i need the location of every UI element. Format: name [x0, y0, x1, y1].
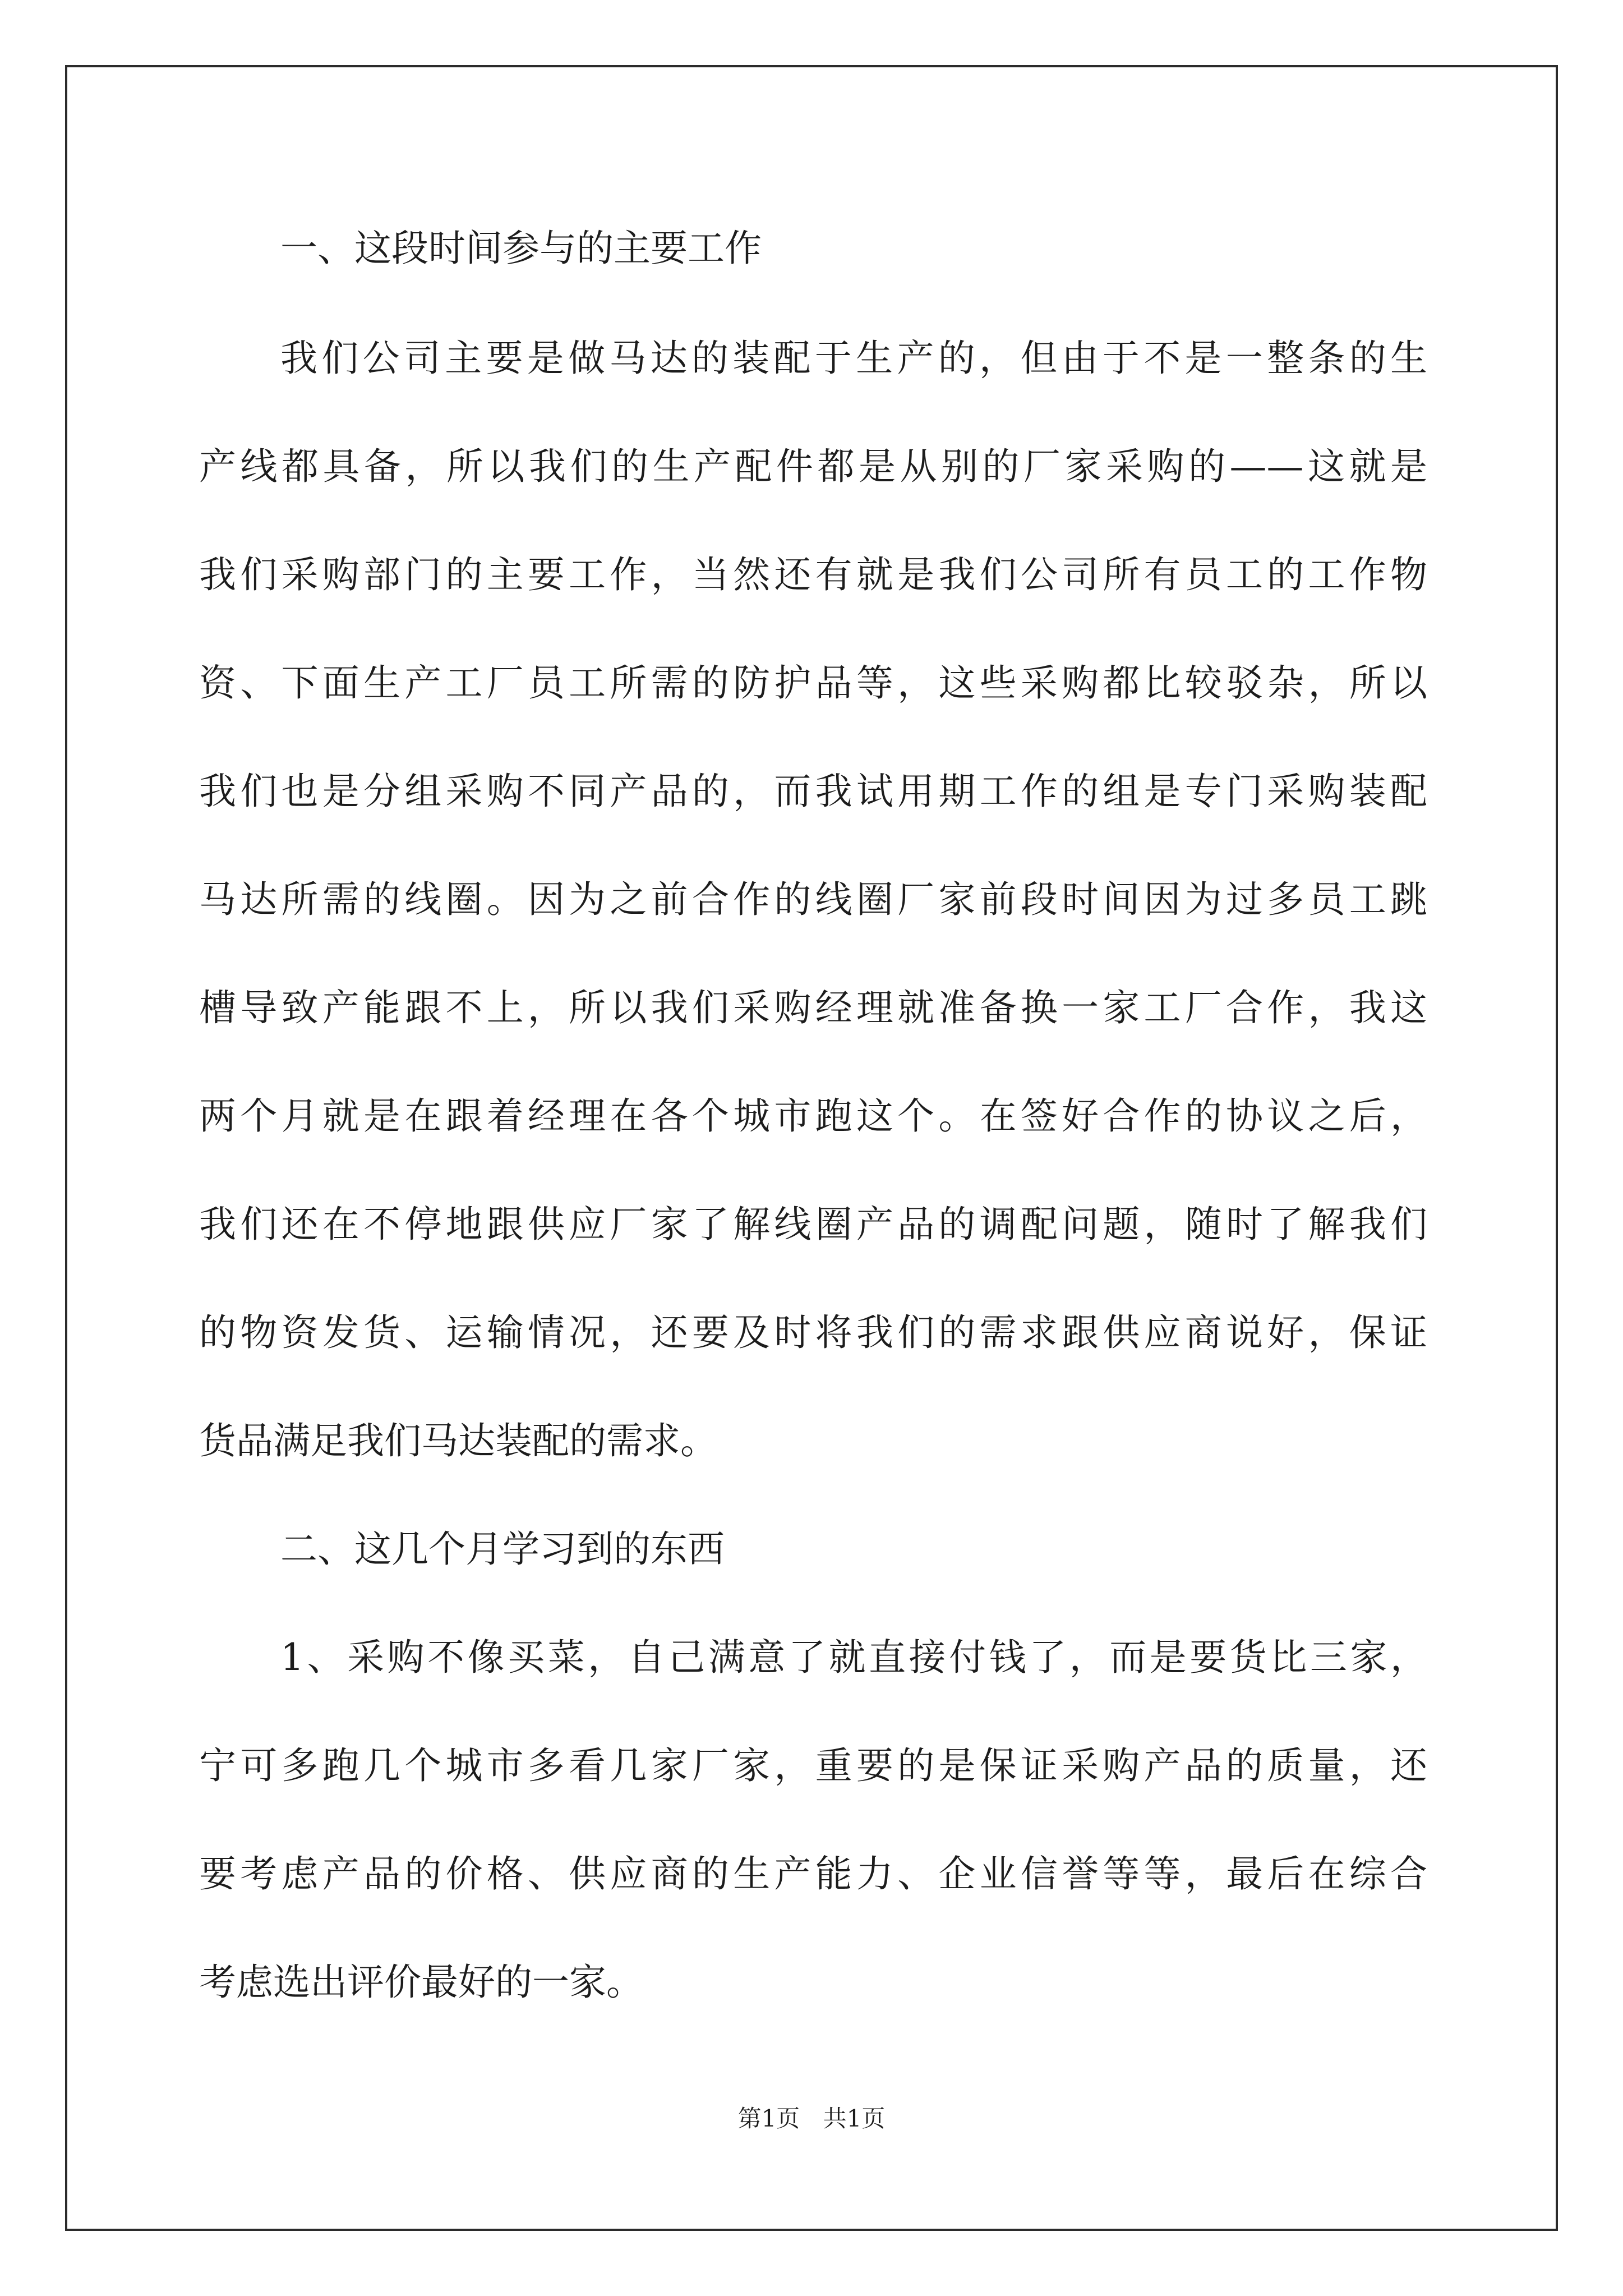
paragraph-line: 产线都具备，所以我们的生产配件都是从别的厂家采购的——这就是 [199, 445, 1427, 488]
paragraph-line: 资、下面生产工厂员工所需的防护品等，这些采购都比较驳杂，所以 [199, 661, 1427, 705]
page-total: 共1页 [823, 2105, 886, 2132]
paragraph-line: 1、采购不像买菜，自己满意了就直接付钱了，而是要货比三家， [280, 1636, 1427, 1679]
page-border [65, 65, 1558, 2231]
section-heading: 一、这段时间参与的主要工作 [280, 227, 762, 270]
paragraph-line: 我们采购部门的主要工作，当然还有就是我们公司所有员工的工作物 [199, 553, 1427, 596]
page-number: 第1页 [737, 2105, 800, 2132]
paragraph-line: 要考虑产品的价格、供应商的生产能力、企业信誉等等，最后在综合 [199, 1852, 1427, 1895]
paragraph-line: 我们公司主要是做马达的装配于生产的，但由于不是一整条的生 [280, 337, 1427, 380]
paragraph-line: 我们还在不停地跟供应厂家了解线圈产品的调配问题，随时了解我们 [199, 1203, 1427, 1246]
paragraph-line: 马达所需的线圈。因为之前合作的线圈厂家前段时间因为过多员工跳 [199, 878, 1427, 921]
paragraph-line: 考虑选出评价最好的一家。 [199, 1961, 643, 2004]
page-footer [0, 2103, 1623, 2134]
paragraph-line: 的物资发货、运输情况，还要及时将我们的需求跟供应商说好，保证 [199, 1311, 1427, 1354]
paragraph-line: 宁可多跑几个城市多看几家厂家，重要的是保证采购产品的质量，还 [199, 1744, 1427, 1787]
section-heading: 二、这几个月学习到的东西 [280, 1527, 725, 1571]
paragraph-line: 我们也是分组采购不同产品的，而我试用期工作的组是专门采购装配 [199, 770, 1427, 813]
paragraph-line: 两个月就是在跟着经理在各个城市跑这个。在签好合作的协议之后， [199, 1094, 1427, 1138]
paragraph-line: 货品满足我们马达装配的需求。 [199, 1419, 717, 1462]
paragraph-line: 槽导致产能跟不上，所以我们采购经理就准备换一家工厂合作，我这 [199, 986, 1427, 1029]
